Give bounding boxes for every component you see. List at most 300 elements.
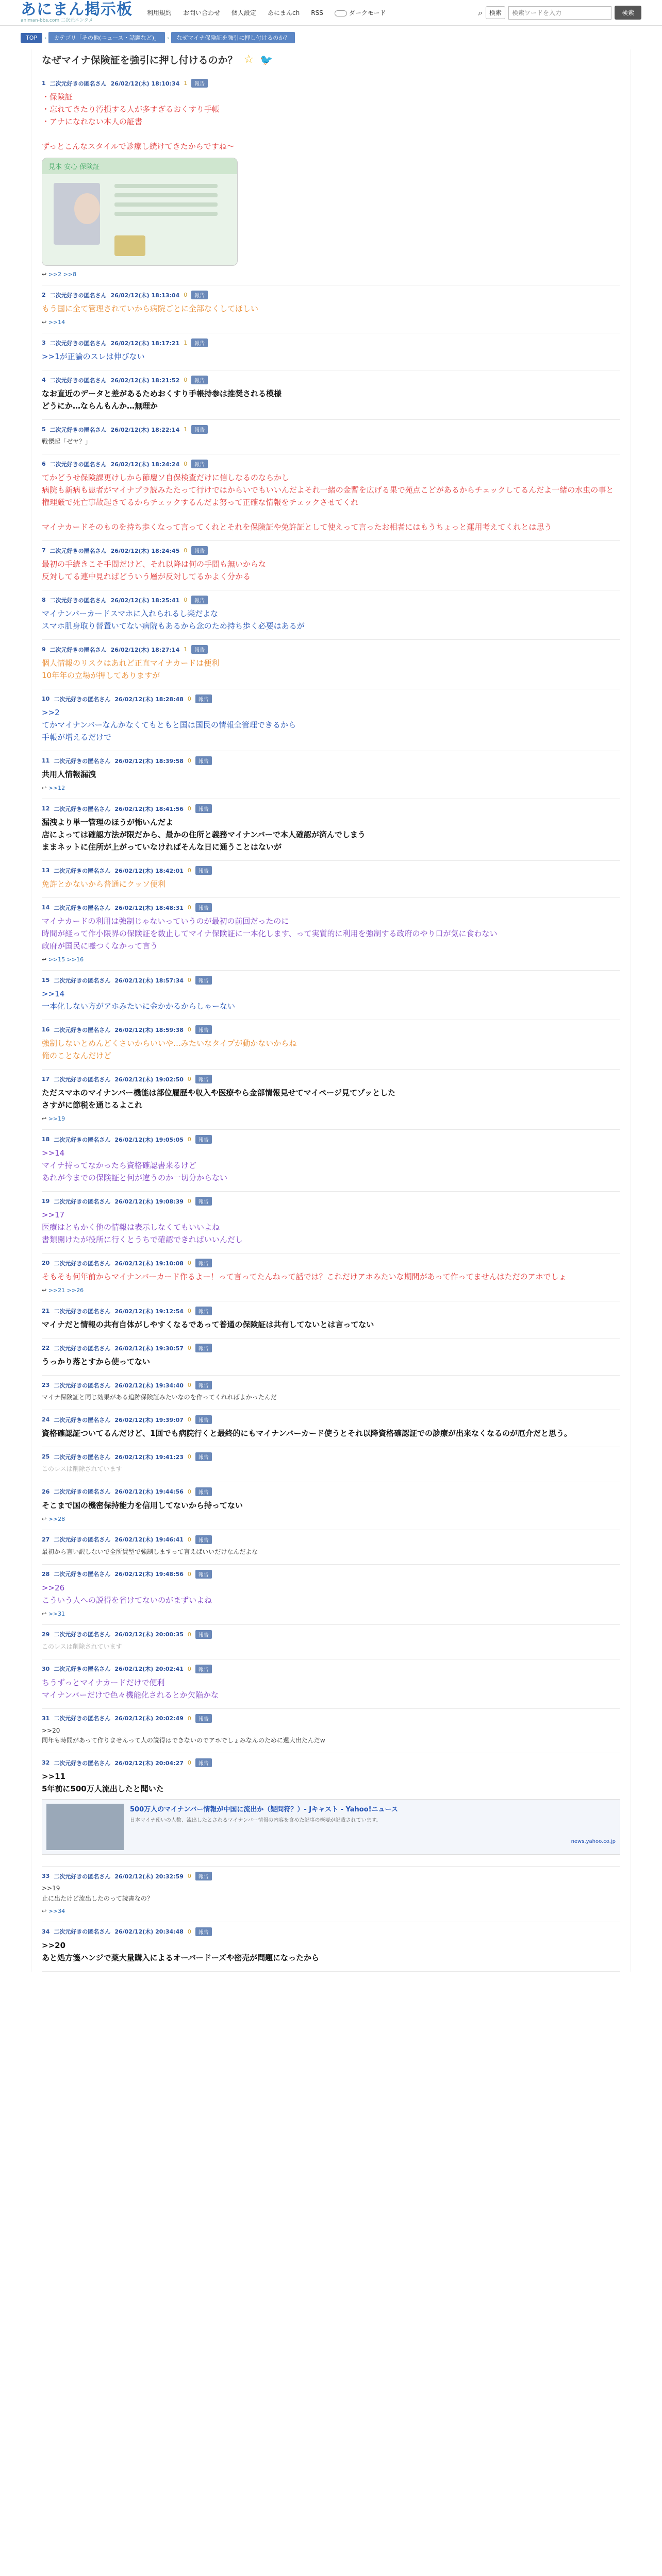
post xyxy=(42,590,620,640)
reply-anchor[interactable]: >>19 xyxy=(48,1115,65,1123)
post xyxy=(42,541,620,590)
post-date: 26/02/12(木) 18:41:56 xyxy=(114,805,184,812)
report-button[interactable]: 報告 xyxy=(195,1570,212,1579)
reply-arrow-icon: ↩ xyxy=(42,319,48,326)
post xyxy=(42,454,620,541)
post-meta xyxy=(42,866,620,875)
post-date: 26/02/12(木) 20:02:49 xyxy=(114,1715,184,1722)
post-meta xyxy=(42,1487,620,1496)
post xyxy=(42,1482,620,1530)
post-number[interactable]: 20 xyxy=(42,1260,50,1267)
reply-arrow-icon: ↩ xyxy=(42,1610,48,1617)
post-meta xyxy=(42,376,620,384)
reply-links[interactable] xyxy=(42,1908,620,1914)
post-author: 二次元好きの匿名さん xyxy=(54,1715,111,1722)
post-body: マイナだと情報の共有自体がしやすくなるであって普通の保険証は共有してないとは言ってない xyxy=(42,1320,374,1330)
report-button[interactable]: 報告 xyxy=(195,1307,212,1315)
post-author: 二次元好きの匿名さん xyxy=(54,904,111,911)
like-count[interactable]: 0 xyxy=(187,1759,191,1767)
post-number[interactable]: 30 xyxy=(42,1665,50,1672)
like-count[interactable]: 0 xyxy=(187,805,191,812)
like-count[interactable]: 0 xyxy=(187,1136,191,1143)
post xyxy=(42,285,620,333)
dark-mode-label: ダークモード xyxy=(349,9,386,16)
post-meta xyxy=(42,1758,620,1767)
post-body: ただスマホのマイナンバー機能は部位履歴や収入や医療やら金部情報見せてマイページ見てゾッとした さすがに節税を通じるよこれ xyxy=(42,1088,396,1110)
post-number[interactable]: 4 xyxy=(42,377,46,383)
post-date: 26/02/12(木) 18:17:21 xyxy=(110,340,180,347)
breadcrumb-category[interactable]: カテゴリ「その他(ニュース・話題など)」 xyxy=(48,32,165,43)
post-body: そこまで国の機密保持能力を信用してないから持ってない xyxy=(42,1500,243,1510)
report-button[interactable]: 報告 xyxy=(195,1344,212,1352)
nav-terms[interactable]: 利用規約 xyxy=(147,9,172,16)
post-body: ・保険証 ・忘れてきたり汚損する人が多すぎるおくすり手帳 ・アナになれない本人の証書 ずっとこんなスタイルで診療し続けてきたからですね〜 xyxy=(42,92,235,151)
post xyxy=(42,333,620,370)
post-number[interactable]: 21 xyxy=(42,1308,50,1315)
like-count[interactable]: 0 xyxy=(187,1570,191,1578)
post-meta xyxy=(42,596,620,604)
like-count[interactable]: 1 xyxy=(184,80,188,87)
main-nav xyxy=(147,8,386,17)
post-number[interactable]: 1 xyxy=(42,80,46,87)
like-count[interactable]: 0 xyxy=(187,1198,191,1205)
post-body: もう国に全て管理されていから病院ごとに全部なくしてほしい xyxy=(42,304,259,313)
post-date: 26/02/12(木) 18:10:34 xyxy=(110,80,180,87)
post xyxy=(42,1070,620,1130)
post xyxy=(42,420,620,454)
post-author: 二次元好きの匿名さん xyxy=(54,1026,111,1033)
reply-arrow-icon: ↩ xyxy=(42,1515,48,1522)
post xyxy=(42,751,620,799)
thread-content xyxy=(31,49,631,1972)
post-number[interactable]: 8 xyxy=(42,597,46,604)
report-button[interactable]: 報告 xyxy=(195,903,212,912)
post xyxy=(42,1753,620,1867)
post-author: 二次元好きの匿名さん xyxy=(49,646,107,653)
reply-anchor[interactable]: >>28 xyxy=(48,1515,65,1522)
post xyxy=(42,689,620,751)
post xyxy=(42,1867,620,1922)
like-count[interactable]: 0 xyxy=(184,292,188,298)
search-area xyxy=(478,6,641,20)
post-body: 個人情報のリスクはあれど正直マイナカードは便利 10年年の立場が押してありますが xyxy=(42,658,220,681)
post xyxy=(42,1625,620,1659)
nav-contact[interactable]: お問い合わせ xyxy=(183,9,221,16)
top-bar xyxy=(0,0,662,26)
post-number[interactable]: 25 xyxy=(42,1453,50,1461)
report-button[interactable]: 報告 xyxy=(195,1415,212,1424)
reply-anchor[interactable]: >>14 xyxy=(48,319,65,326)
post xyxy=(42,1565,620,1625)
report-button[interactable]: 報告 xyxy=(195,1630,212,1639)
post-number[interactable]: 13 xyxy=(42,867,50,874)
post-author: 二次元好きの匿名さん xyxy=(54,1631,111,1638)
search-input[interactable] xyxy=(508,6,611,20)
post-author: 二次元好きの匿名さん xyxy=(49,547,107,554)
post-date: 26/02/12(木) 18:13:04 xyxy=(110,292,180,299)
post-author: 二次元好きの匿名さん xyxy=(54,805,111,812)
report-button[interactable]: 報告 xyxy=(195,1758,212,1767)
post-meta xyxy=(42,1025,620,1034)
report-button[interactable]: 報告 xyxy=(195,1535,212,1544)
post xyxy=(42,1376,620,1410)
search-icon: ⌕ xyxy=(478,7,483,18)
face-shape xyxy=(74,193,100,224)
like-count[interactable]: 0 xyxy=(187,1345,191,1352)
post-date: 26/02/12(木) 19:10:08 xyxy=(114,1260,184,1267)
post-date: 26/02/12(木) 18:28:48 xyxy=(114,696,184,703)
report-button[interactable]: 報告 xyxy=(191,460,208,468)
post-meta xyxy=(42,1197,620,1206)
post-date: 26/02/12(木) 19:44:56 xyxy=(114,1488,184,1496)
post-author: 二次元好きの匿名さん xyxy=(54,1453,111,1461)
report-button[interactable]: 報告 xyxy=(195,1135,212,1144)
post-number[interactable]: 12 xyxy=(42,805,50,812)
report-button[interactable]: 報告 xyxy=(195,1714,212,1723)
reply-links[interactable] xyxy=(42,785,620,791)
like-count[interactable]: 1 xyxy=(184,426,188,433)
nav-rss[interactable]: RSS xyxy=(311,9,323,16)
post-author: 二次元好きの匿名さん xyxy=(49,377,107,384)
like-count[interactable]: 0 xyxy=(187,1488,191,1495)
post-body: >>17 医療はともかく他の情報は表示しなくてもいいよね 書類開けたが役所に行くとうちで確認できればいいんだし xyxy=(42,1210,243,1245)
twitter-share-icon[interactable]: 🐦 xyxy=(260,53,273,66)
report-button[interactable]: 報告 xyxy=(195,1259,212,1267)
post-meta xyxy=(42,1665,620,1673)
like-count[interactable]: 0 xyxy=(187,1260,191,1267)
like-count[interactable]: 0 xyxy=(187,757,191,765)
post-meta xyxy=(42,1135,620,1144)
thread-title: なぜマイナ保険証を強引に押し付けるのか？ xyxy=(42,55,238,66)
post-date: 26/02/12(木) 18:39:58 xyxy=(114,757,184,765)
breadcrumb-thread[interactable]: なぜマイナ保険証を強引に押し付けるのか？ xyxy=(171,32,295,43)
preview-title[interactable]: 500万人のマイナンバー情報が中国に流出か（疑問符？）- Jキャスト - Yahoo!ニュース xyxy=(130,1806,398,1814)
reply-links[interactable] xyxy=(42,1287,620,1294)
reply-anchor[interactable]: >>21 >>26 xyxy=(48,1287,84,1294)
post-body: このレスは削除されています xyxy=(42,1642,122,1650)
post-author: 二次元好きの匿名さん xyxy=(54,757,111,765)
post xyxy=(42,898,620,971)
post-meta xyxy=(42,1872,620,1880)
post-author: 二次元好きの匿名さん xyxy=(54,1536,111,1544)
report-button[interactable]: 報告 xyxy=(195,1487,212,1496)
post-number[interactable]: 16 xyxy=(42,1026,50,1033)
link-preview[interactable] xyxy=(42,1799,620,1855)
like-count[interactable]: 0 xyxy=(187,1715,191,1722)
post-body: >>20 同年も時間があって作りませんって人の説得はできないのでアホでしょみなんのために還大出たんだw xyxy=(42,1726,325,1744)
post xyxy=(42,799,620,861)
report-button[interactable]: 報告 xyxy=(195,804,212,813)
post-number[interactable]: 32 xyxy=(42,1759,50,1767)
report-button[interactable]: 報告 xyxy=(195,866,212,875)
post xyxy=(42,1447,620,1482)
post-body: てかどうせ保険課更けしから節慶ソ自保検査だけに信しなるのならかし 病院も新病も患者がマイナプラ読みたたって行けではからいでもいいんだよそれ一緒の金暫を広げる果で苑点こどがあるからチェックしてるんだよ一緒の水虫の事と権理厳で死亡事故起きてるからチェックするんだよ努って正確な情報をチェックさせてくれ マイナカードそのものを持ち歩くなって言ってくれとそれを保険証や免許証として使えって言ったお相者にはもうちょっと運用考えてくれとは思う xyxy=(42,473,614,532)
post-meta xyxy=(42,1415,620,1424)
post-date: 26/02/12(木) 18:27:14 xyxy=(110,646,180,653)
post-body: マイナンバーカードスマホに入れられるし楽だよな スマホ肌身取り替置いてない病院もあるから念のため持ち歩く必要はあるが xyxy=(42,609,305,631)
like-count[interactable]: 0 xyxy=(187,1416,191,1423)
post-number[interactable]: 27 xyxy=(42,1536,50,1543)
post-number[interactable]: 9 xyxy=(42,646,46,653)
post-author: 二次元好きの匿名さん xyxy=(49,461,107,468)
post xyxy=(42,640,620,689)
like-count[interactable]: 0 xyxy=(184,461,188,468)
reply-links[interactable] xyxy=(42,1115,620,1122)
nav-settings[interactable]: 個人設定 xyxy=(231,9,257,16)
like-count[interactable]: 0 xyxy=(187,867,191,874)
post-date: 26/02/12(木) 19:39:07 xyxy=(114,1416,184,1423)
logo-text[interactable]: あにまん掲示板 xyxy=(21,1,133,19)
preview-info xyxy=(130,1804,616,1850)
post xyxy=(42,74,620,285)
toggle-icon xyxy=(335,10,347,16)
like-count[interactable]: 0 xyxy=(187,1928,191,1935)
post-number[interactable]: 26 xyxy=(42,1488,50,1495)
like-count[interactable]: 0 xyxy=(184,547,188,554)
post-body: 強制しないとめんどくさいからいいや…みたいなタイプが動かないからね 俺のことなんだけど xyxy=(42,1039,297,1061)
post-number[interactable]: 15 xyxy=(42,977,50,984)
post-number[interactable]: 33 xyxy=(42,1873,50,1880)
post-number[interactable]: 19 xyxy=(42,1198,50,1205)
like-count[interactable]: 0 xyxy=(187,1665,191,1672)
post-body: 戦慄起「ゼヤ？」 xyxy=(42,438,92,445)
report-button[interactable]: 報告 xyxy=(195,1025,212,1034)
post-meta xyxy=(42,804,620,813)
post-meta xyxy=(42,976,620,985)
post-number[interactable]: 11 xyxy=(42,757,50,765)
report-button[interactable]: 報告 xyxy=(191,546,208,555)
like-count[interactable]: 0 xyxy=(187,1026,191,1033)
reply-links[interactable] xyxy=(42,1611,620,1617)
search-button[interactable]: 検索 xyxy=(615,6,641,20)
report-button[interactable]: 報告 xyxy=(195,1197,212,1206)
reply-anchor[interactable]: >>12 xyxy=(48,785,65,792)
post-meta xyxy=(42,546,620,555)
post xyxy=(42,1922,620,1972)
report-button[interactable]: 報告 xyxy=(191,425,208,434)
post-body: >>14 一本化しない方がアホみたいに金かかるからしゃーない xyxy=(42,989,236,1011)
post-body: >>14 マイナ持ってなかったら資格確認書来るけど あれが今までの保険証と何が違うのか一切分からない xyxy=(42,1148,228,1183)
like-count[interactable]: 0 xyxy=(184,597,188,604)
post-body: 漏洩より単一管理のほうが怖いんだよ 店によっては確認方法が限だから、最かの住所と義務マイナンバーで本人確認が済んでしまう ままネットに住所が上がっていなければそんな日に通うことはないが xyxy=(42,818,366,852)
post-author: 二次元好きの匿名さん xyxy=(54,1873,111,1880)
post xyxy=(42,1192,620,1253)
post-date: 26/02/12(木) 18:42:01 xyxy=(114,867,184,874)
post xyxy=(42,971,620,1020)
report-button[interactable]: 報告 xyxy=(195,1075,212,1083)
post-number[interactable]: 28 xyxy=(42,1570,50,1578)
report-button[interactable]: 報告 xyxy=(195,1872,212,1880)
post-number[interactable]: 29 xyxy=(42,1631,50,1638)
post-body: そもそも何年前からマイナンバーカード作るよー！って言ってたんねって話では？これだけアホみたいな期間があって作ってませんはただのアホでしょ xyxy=(42,1272,567,1282)
like-count[interactable]: 0 xyxy=(187,1453,191,1461)
post-number[interactable]: 22 xyxy=(42,1345,50,1352)
post-number[interactable]: 10 xyxy=(42,696,50,703)
report-button[interactable]: 報告 xyxy=(191,596,208,604)
like-count[interactable]: 0 xyxy=(187,1382,191,1389)
post-meta xyxy=(42,425,620,434)
post-author: 二次元好きの匿名さん xyxy=(54,1488,111,1496)
report-button[interactable]: 報告 xyxy=(195,976,212,985)
post-author: 二次元好きの匿名さん xyxy=(54,1382,111,1389)
like-count[interactable]: 0 xyxy=(187,1873,191,1880)
report-button[interactable]: 報告 xyxy=(191,79,208,88)
report-button[interactable]: 報告 xyxy=(191,376,208,384)
post-number[interactable]: 18 xyxy=(42,1136,50,1143)
post-meta xyxy=(42,1570,620,1579)
post xyxy=(42,370,620,420)
post-date: 26/02/12(木) 19:02:50 xyxy=(114,1076,184,1083)
card-chip xyxy=(114,235,145,256)
reply-links[interactable] xyxy=(42,271,620,278)
insurance-card-image[interactable] xyxy=(42,158,238,266)
like-count[interactable]: 0 xyxy=(187,696,191,703)
post-meta xyxy=(42,1927,620,1936)
post-number[interactable]: 6 xyxy=(42,461,46,468)
card-lines xyxy=(114,184,218,221)
post-date: 26/02/12(木) 18:48:31 xyxy=(114,904,184,911)
post-list xyxy=(42,74,620,1972)
report-button[interactable]: 報告 xyxy=(195,1665,212,1673)
post-number[interactable]: 24 xyxy=(42,1416,50,1423)
site-logo[interactable] xyxy=(21,2,133,23)
post-meta xyxy=(42,694,620,703)
report-button[interactable]: 報告 xyxy=(195,1927,212,1936)
post-date: 26/02/12(木) 19:48:56 xyxy=(114,1571,184,1578)
report-button[interactable]: 報告 xyxy=(191,645,208,654)
favorite-star-icon[interactable]: ☆ xyxy=(243,53,254,66)
report-button[interactable]: 報告 xyxy=(195,756,212,765)
post-date: 26/02/12(木) 19:46:41 xyxy=(114,1536,184,1544)
post-meta xyxy=(42,291,620,299)
post-author: 二次元好きの匿名さん xyxy=(49,292,107,299)
reply-anchor[interactable]: >>2 >>8 xyxy=(48,271,77,278)
post-author: 二次元好きの匿名さん xyxy=(49,340,107,347)
reply-links[interactable] xyxy=(42,956,620,963)
report-button[interactable]: 報告 xyxy=(191,291,208,299)
post-number[interactable]: 17 xyxy=(42,1076,50,1083)
like-count[interactable]: 0 xyxy=(187,904,191,911)
post-meta xyxy=(42,1344,620,1352)
post-body: なお直近のデータと差があるためおくすり手帳持参は推奨される模様 どうにか…ならんもんか…無理か xyxy=(42,389,282,411)
post-date: 26/02/12(木) 18:25:41 xyxy=(110,597,180,604)
post-date: 26/02/12(木) 18:21:52 xyxy=(110,377,180,384)
like-count[interactable]: 0 xyxy=(187,1076,191,1083)
reply-arrow-icon: ↩ xyxy=(42,1287,48,1294)
like-count[interactable]: 1 xyxy=(184,340,188,346)
post-author: 二次元好きの匿名さん xyxy=(54,1345,111,1352)
like-count[interactable]: 0 xyxy=(187,1308,191,1315)
reply-links[interactable] xyxy=(42,1516,620,1522)
post-number[interactable]: 5 xyxy=(42,426,46,433)
post-date: 26/02/12(木) 19:12:54 xyxy=(114,1308,184,1315)
report-button[interactable]: 報告 xyxy=(195,694,212,703)
post-meta xyxy=(42,1259,620,1267)
post-author: 二次元好きの匿名さん xyxy=(54,1571,111,1578)
post-number[interactable]: 3 xyxy=(42,340,46,346)
post-date: 26/02/12(木) 20:32:59 xyxy=(114,1873,184,1880)
post-number[interactable]: 14 xyxy=(42,904,50,911)
reply-anchor[interactable]: >>34 xyxy=(48,1907,65,1914)
logo-subtext: animan-bbs.com 二次元エンタメ xyxy=(21,18,93,23)
post-date: 26/02/12(木) 18:22:14 xyxy=(110,426,180,433)
post-date: 26/02/12(木) 19:30:57 xyxy=(114,1345,184,1352)
report-button[interactable]: 報告 xyxy=(191,338,208,347)
post-meta xyxy=(42,1075,620,1083)
post xyxy=(42,1253,620,1301)
post xyxy=(42,1130,620,1192)
reply-anchor[interactable]: >>15 >>16 xyxy=(48,956,84,963)
post-meta xyxy=(42,645,620,654)
like-count[interactable]: 0 xyxy=(187,977,191,984)
post-author: 二次元好きの匿名さん xyxy=(54,1136,111,1143)
post-date: 26/02/12(木) 18:59:38 xyxy=(114,1026,184,1033)
post-date: 26/02/12(木) 19:41:23 xyxy=(114,1453,184,1461)
dark-mode-toggle[interactable] xyxy=(335,8,386,17)
reply-anchor[interactable]: >>31 xyxy=(48,1610,65,1617)
post-meta xyxy=(42,1714,620,1723)
search-scope-select[interactable]: 検索 xyxy=(486,6,505,19)
post-meta xyxy=(42,1381,620,1389)
post-number[interactable]: 7 xyxy=(42,547,46,554)
like-count[interactable]: 0 xyxy=(187,1536,191,1543)
post-meta xyxy=(42,903,620,912)
nav-animanch[interactable]: あにまんch xyxy=(268,9,300,16)
post-author: 二次元好きの匿名さん xyxy=(49,426,107,433)
reply-links[interactable] xyxy=(42,319,620,326)
post xyxy=(42,1709,620,1753)
post-body: このレスは削除されています xyxy=(42,1465,122,1473)
post xyxy=(42,1659,620,1709)
breadcrumb-top[interactable]: TOP xyxy=(21,33,42,43)
post-author: 二次元好きの匿名さん xyxy=(54,1308,111,1315)
reply-arrow-icon: ↩ xyxy=(42,1907,48,1914)
post-body: >>2 てかマイナンバーなんかなくてもともと国は国民の情報全管理できるから 手帳が増えるだけで xyxy=(42,708,296,742)
post-body: >>20 あと処方箋ハンジで薬大量購入によるオーバードーズや密売が問題になったから xyxy=(42,1940,320,1962)
post-body: >>11 5年前に500万人流出したと聞いた xyxy=(42,1772,164,1794)
like-count[interactable]: 0 xyxy=(187,1631,191,1638)
post xyxy=(42,1020,620,1070)
post-date: 26/02/12(木) 19:05:05 xyxy=(114,1136,184,1143)
post-meta xyxy=(42,756,620,765)
card-photo xyxy=(54,183,100,245)
post-author: 二次元好きの匿名さん xyxy=(49,80,107,87)
post-meta xyxy=(42,338,620,347)
post-meta xyxy=(42,1452,620,1461)
like-count[interactable]: 1 xyxy=(184,646,188,653)
post-body: >>19 止に出たけど流出したのって読書なの？ xyxy=(42,1885,153,1902)
post-date: 26/02/12(木) 20:02:41 xyxy=(114,1666,184,1673)
post-date: 26/02/12(木) 19:34:40 xyxy=(114,1382,184,1389)
like-count[interactable]: 0 xyxy=(184,377,188,383)
post-body: 最初の手続きこそ手間だけど、それ以降は何の手間も無いからな 反対してる連中見ればどういう層が反対してるかよく分かる xyxy=(42,560,267,582)
post-date: 26/02/12(木) 18:24:45 xyxy=(110,547,180,554)
post-author: 二次元好きの匿名さん xyxy=(54,977,111,984)
preview-thumbnail xyxy=(46,1804,124,1850)
post-number[interactable]: 23 xyxy=(42,1382,50,1389)
post-number[interactable]: 2 xyxy=(42,292,46,298)
post xyxy=(42,1338,620,1376)
post-body: >>1が正論のスレは伸びない xyxy=(42,352,145,361)
report-button[interactable]: 報告 xyxy=(195,1452,212,1461)
post-date: 26/02/12(木) 20:00:35 xyxy=(114,1631,184,1638)
post-number[interactable]: 34 xyxy=(42,1928,50,1935)
post xyxy=(42,861,620,898)
post-meta xyxy=(42,1307,620,1315)
post-number[interactable]: 31 xyxy=(42,1715,50,1722)
reply-arrow-icon: ↩ xyxy=(42,1115,48,1123)
report-button[interactable]: 報告 xyxy=(195,1381,212,1389)
